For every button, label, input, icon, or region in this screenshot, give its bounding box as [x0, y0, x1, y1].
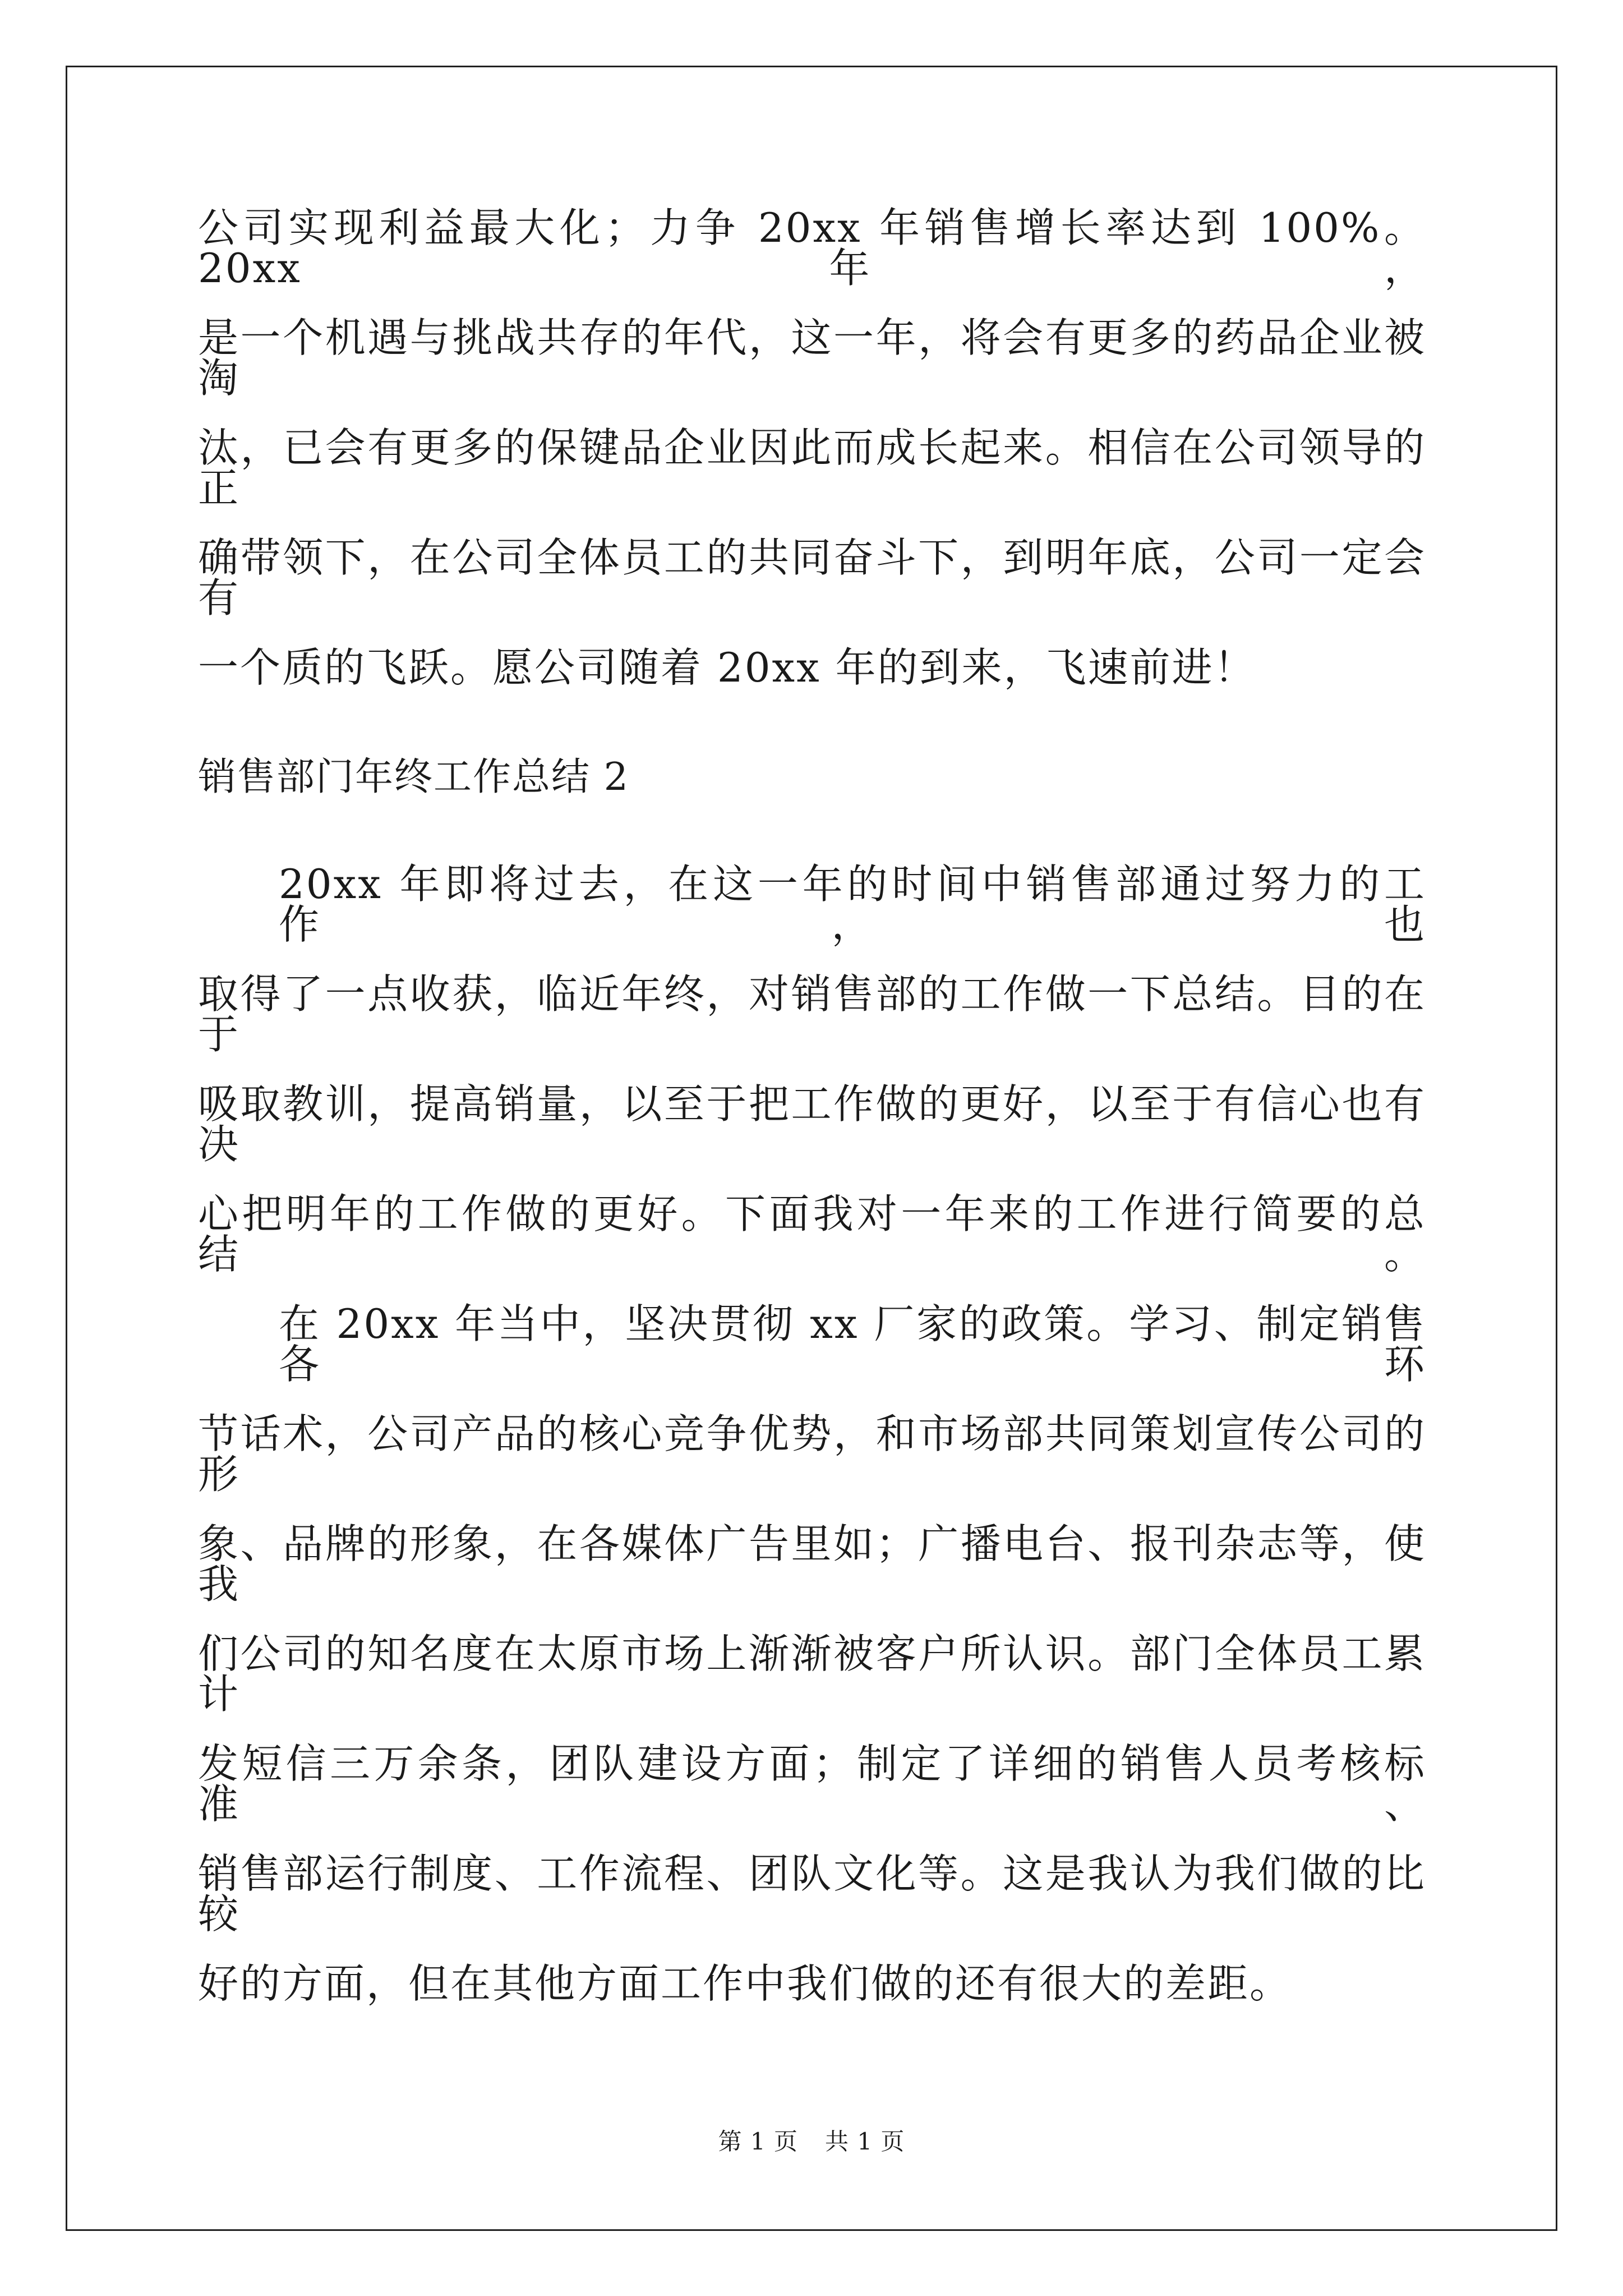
- text-line: 汰，已会有更多的保键品企业因此而成长起来。相信在公司领导的正: [198, 424, 1426, 512]
- text-line: 心把明年的工作做的更好。下面我对一年来的工作进行简要的总结。: [198, 1190, 1426, 1278]
- text-line: 销售部运行制度、工作流程、团队文化等。这是我认为我们做的比较: [198, 1850, 1426, 1938]
- text-line: 公司实现利益最大化；力争 20xx 年销售增长率达到 100%。20xx 年，: [198, 204, 1426, 292]
- text-line: 发短信三万余条，团队建设方面；制定了详细的销售人员考核标准、: [198, 1740, 1426, 1828]
- paragraph-3: [198, 1300, 1426, 2007]
- text-line: 们公司的知名度在太原市场上渐渐被客户所认识。部门全体员工累计: [198, 1630, 1426, 1718]
- paragraph-1: [198, 204, 1426, 691]
- text-line: 吸取教训，提高销量，以至于把工作做的更好，以至于有信心也有决: [198, 1080, 1426, 1168]
- text-line: 确带领下，在公司全体员工的共同奋斗下，到明年底，公司一定会有: [198, 534, 1426, 622]
- paragraph-2: [198, 861, 1426, 1278]
- document-body: [198, 204, 1426, 2073]
- text-line: 好的方面，但在其他方面工作中我们做的还有很大的差距。: [198, 1960, 1292, 2007]
- page-footer: [0, 2130, 1623, 2154]
- text-line: 象、品牌的形象，在各媒体广告里如；广播电台、报刊杂志等，使我: [198, 1520, 1426, 1608]
- section-heading: 销售部门年终工作总结 2: [198, 755, 629, 799]
- page-number: 第 1 页: [718, 2128, 798, 2155]
- text-line: 是一个机遇与挑战共存的年代，这一年，将会有更多的药品企业被淘: [198, 314, 1426, 402]
- text-line: 20xx 年即将过去，在这一年的时间中销售部通过努力的工作，也: [279, 861, 1426, 948]
- text-line: 在 20xx 年当中，坚决贯彻 xx 厂家的政策。学习、制定销售各环: [279, 1300, 1426, 1388]
- text-line: 一个质的飞跃。愿公司随着 20xx 年的到来，飞速前进！: [198, 644, 1256, 691]
- text-line: 节话术，公司产品的核心竞争优势，和市场部共同策划宣传公司的形: [198, 1410, 1426, 1498]
- text-line: 取得了一点收获，临近年终，对销售部的工作做一下总结。目的在于: [198, 970, 1426, 1058]
- page-total: 共 1 页: [825, 2128, 905, 2155]
